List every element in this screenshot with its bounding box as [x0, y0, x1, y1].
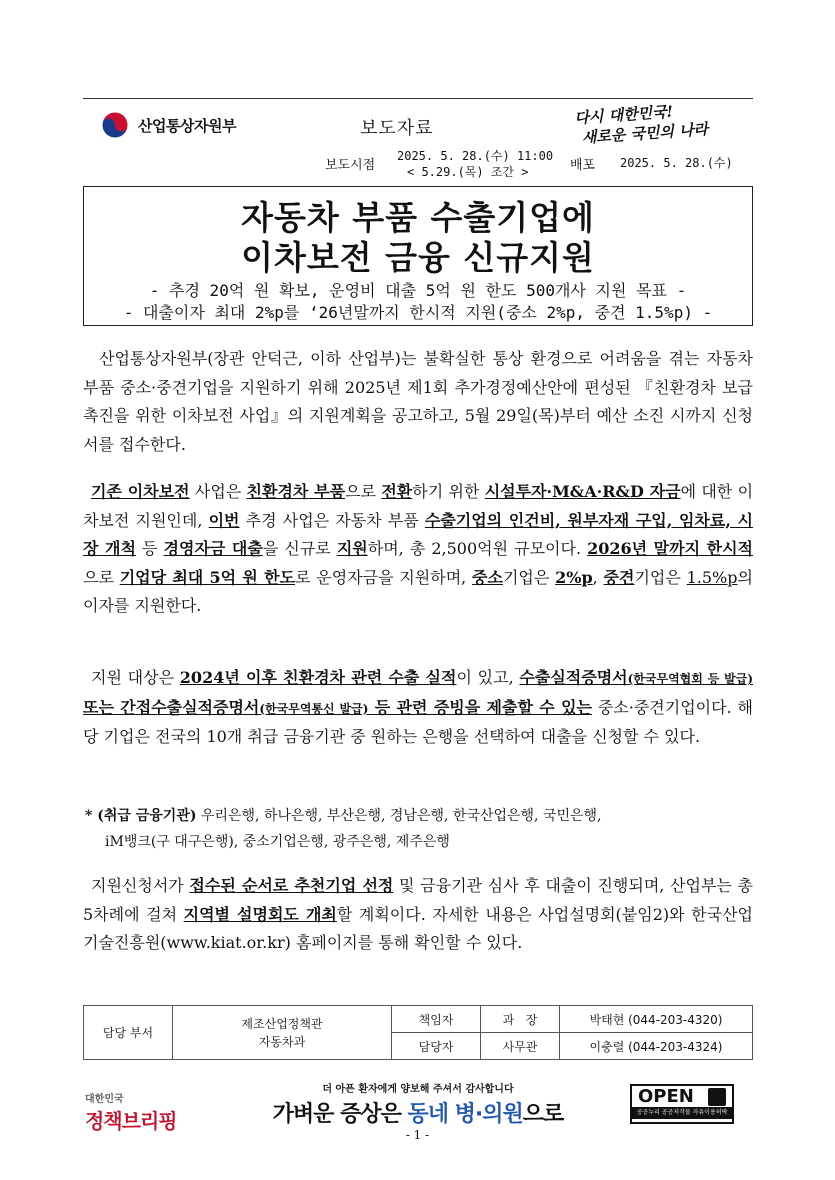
banner-top: 더 아픈 환자에게 양보해 주셔서 감사합니다 [322, 1084, 514, 1095]
contact-role: 담당자 [392, 1033, 481, 1060]
press-release-label: 보도자료 [360, 118, 434, 139]
dept-name-1: 제조산업정책관 [241, 1016, 323, 1031]
p2-text: 기업은 [634, 567, 687, 587]
p2-text: 하며, 총 2,500억원 규모이다. [367, 539, 588, 558]
note-text-2: iM뱅크(구 대구은행), 중소기업은행, 광주은행, 제주은행 [105, 834, 450, 850]
p2-text: 로 운영자금을 지원하며, [295, 567, 473, 587]
note-label: * (취급 금융기관) [85, 808, 197, 824]
contact-role: 책임자 [392, 1006, 481, 1033]
p2-text: 의 이자를 지원한다. [83, 567, 753, 615]
release-time-value: 2025. 5. 28.(수) 11:00 [397, 149, 554, 163]
open-label: OPEN [638, 1086, 694, 1107]
banner-part-a: 가벼운 증상은 [272, 1102, 408, 1127]
contact-title: 과 장 [481, 1006, 560, 1033]
dept-name [173, 1006, 392, 1060]
contact-person: 이충렬 (044-203-4324) [560, 1033, 753, 1060]
p3-text: 중소·중견기업이다. 해당 기업은 전국의 10개 취급 금융기관 중 원하는 은행을 선택하여 대출을 신청할 수 있다. [83, 697, 753, 746]
p2-text: 2026년 말까지 한시적 [587, 539, 753, 558]
p2-text: 친환경차 부품 [246, 482, 346, 501]
note-text: 우리은행, 하나은행, 부산은행, 경남은행, 한국산업은행, 국민은행, [196, 808, 602, 824]
p3-text: 2024년 이후 친환경차 관련 수출 실적 [179, 668, 457, 687]
dept-name-2: 자동차과 [258, 1034, 306, 1049]
p3-text: 이 있고, [456, 668, 520, 687]
p3-text: 수출실적증명서 [519, 668, 628, 687]
p2-text: 전환 [381, 482, 413, 501]
p2-text: 1.5%p [686, 567, 738, 587]
p2-text: 기존 이차보전 [91, 482, 190, 501]
page-number: - 1 - [405, 1128, 430, 1142]
slogan-line-2: 새로운 국민의 나라 [581, 119, 709, 147]
headline-line-2: 이차보전 금융 신규지원 [241, 238, 595, 277]
campaign-banner [228, 1080, 608, 1128]
banner-part-c: 으로 [522, 1102, 564, 1127]
p2-text: 기업은 [502, 567, 556, 587]
p4-text: 할 계획이다. 자세한 내용은 사업설명회(붙임2)와 한국산업기술진흥원(www.kiat.or.kr) 홈페이지를 통해 확인할 수 있다. [83, 904, 753, 952]
ministry-name: 산업통상자원부 [138, 116, 236, 135]
bank-list-note [85, 803, 753, 855]
headline-line-1: 자동차 부품 수출기업에 [241, 198, 595, 237]
p4-text: 지역별 설명회도 개최 [183, 904, 337, 924]
p2-text: 사업은 [189, 482, 247, 501]
dept-label: 담당 부서 [84, 1006, 173, 1060]
paragraph-1: 산업통상자원부(장관 안덕근, 이하 산업부)는 불확실한 통상 환경으로 어려움을 겪는 자동차 부품 중소·중견기업을 지원하기 위해 2025년 제1회 추가경정예산안에 편성된 『친환경차 보급 촉진을 위한 이차보전 사업』의 지원계획을 공고하고, 5월 29일(목)부터 예산 소진 시까지 신청서를 접수한다. [83, 349, 753, 454]
p2-text: 으로 [83, 567, 120, 587]
release-info [85, 148, 753, 186]
subtitle-2: - 대출이자 최대 2%p를 ‘26년말까지 한시적 지원(중소 2%p, 중견 1.5%p) - [123, 303, 713, 322]
contact-table [83, 1005, 753, 1060]
headline [83, 198, 753, 278]
p2-text: 하기 위한 [412, 482, 485, 501]
p4-text: 접수된 순서로 추천기업 선정 [189, 876, 394, 895]
p2-text: 수출기업의 인건비, 원부자재 구입, 임차료, 시장 개척 [83, 510, 753, 558]
distribution-label: 배포 [570, 158, 596, 173]
brand-small: 대한민국 [85, 1094, 124, 1105]
release-time-label: 보도시점 [325, 158, 376, 173]
subtitle-1: - 추경 20억 원 확보, 운영비 대출 5억 원 한도 500개사 지원 목표 - [149, 281, 687, 300]
paragraph-3 [83, 664, 753, 752]
contact-title: 사무관 [481, 1033, 560, 1060]
banner-part-b: 동네 병·의원 [407, 1102, 523, 1127]
paragraph-4 [83, 872, 753, 958]
p2-text: 추경 사업은 자동차 부품 [239, 510, 425, 530]
p3-text: 등 관련 증빙을 제출할 수 있는 [368, 697, 592, 717]
p2-text: 시설투자·M&A·R&D 자금 [484, 482, 681, 501]
contact-row [84, 1006, 753, 1033]
p4-text: 및 금융기관 심사 후 대출이 진행되며, 산업부는 총 5차례에 걸쳐 [83, 876, 753, 924]
p2-text: 중소 [472, 567, 503, 587]
p2-text: 경영자금 대출 [163, 539, 263, 558]
p2-text: 지원 [336, 539, 368, 558]
p3-text: 지원 대상은 [91, 668, 180, 687]
person-icon [708, 1088, 726, 1106]
p2-text: , [592, 567, 604, 587]
paragraph-2 [83, 478, 753, 621]
p2-text: 을 신규로 [262, 539, 337, 558]
p3-text: (한국무역협회 등 발급) [627, 672, 754, 686]
p2-text: 2%p [555, 567, 593, 587]
p2-text: 으로 [345, 482, 382, 501]
slogan [574, 98, 726, 148]
kogl-open-badge [630, 1084, 734, 1124]
banner-main [228, 1097, 608, 1128]
release-time-note: < 5.29.(목) 조간 > [407, 165, 529, 179]
p4-text: 지원신청서가 [91, 876, 190, 895]
p2-text: 에 대한 이차보전 지원인데, [83, 482, 754, 530]
brand-name: 정책브리핑 [85, 1109, 177, 1133]
distribution-value: 2025. 5. 28.(수) [620, 156, 733, 170]
taegeuk-icon [100, 110, 130, 140]
ministry-logo [100, 100, 270, 150]
p2-text: 이번 [208, 510, 240, 530]
header-top-rule [83, 98, 753, 99]
contact-person: 박태현 (044-203-4320) [560, 1006, 753, 1033]
p2-text: 중견 [603, 567, 635, 587]
p2-text: 등 [135, 539, 164, 558]
p2-text: 기업당 최대 5억 원 한도 [119, 567, 296, 587]
slogan-line-1: 다시 대한민국! [573, 102, 674, 128]
open-sub: 공공누리 공공저작물 자유이용허락 [632, 1107, 732, 1119]
p3-text: 또는 간접수출실적증명서 [83, 697, 260, 717]
p3-text: (한국무역통신 발급) [259, 701, 369, 716]
